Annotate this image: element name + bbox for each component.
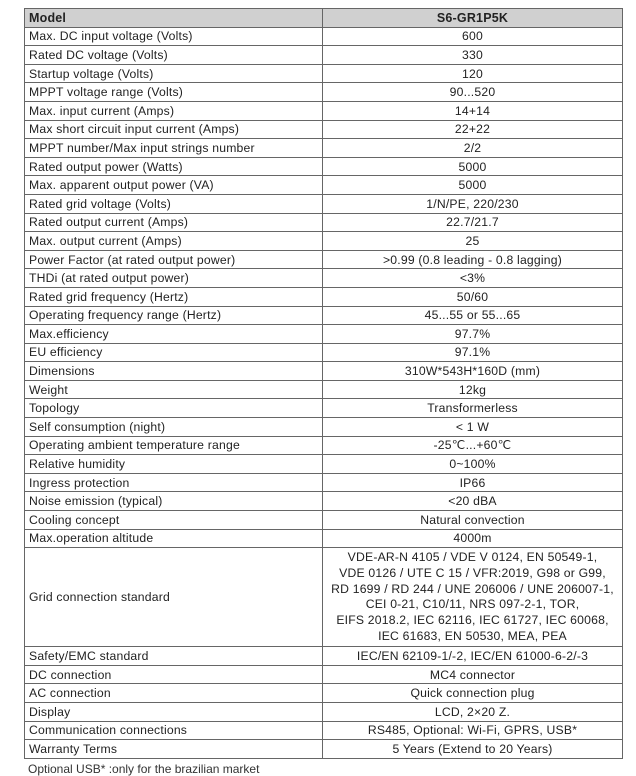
row-label: Max. input current (Amps)	[25, 101, 323, 120]
table-row	[25, 380, 623, 399]
row-value: 45...55 or 55...65	[323, 306, 623, 325]
row-label: DC connection	[25, 665, 323, 684]
row-label: Max. apparent output power (VA)	[25, 176, 323, 195]
row-label: Operating frequency range (Hertz)	[25, 306, 323, 325]
table-row	[25, 232, 623, 251]
row-label: Safety/EMC standard	[25, 647, 323, 666]
table-row	[25, 120, 623, 139]
row-value: 330	[323, 46, 623, 65]
table-row	[25, 139, 623, 158]
table-row	[25, 27, 623, 46]
row-value: Quick connection plug	[323, 684, 623, 703]
row-value: 50/60	[323, 287, 623, 306]
row-value: RS485, Optional: Wi-Fi, GPRS, USB*	[323, 721, 623, 740]
table-row	[25, 157, 623, 176]
row-value: 12kg	[323, 380, 623, 399]
spec-table-body	[25, 9, 623, 759]
row-label: THDi (at rated output power)	[25, 269, 323, 288]
grid-standard-label: Grid connection standard	[25, 548, 323, 647]
row-label: Ingress protection	[25, 473, 323, 492]
row-value: -25℃...+60℃	[323, 436, 623, 455]
row-label: Communication connections	[25, 721, 323, 740]
table-row	[25, 101, 623, 120]
header-model: S6-GR1P5K	[323, 9, 623, 28]
table-row	[25, 492, 623, 511]
table-row	[25, 665, 623, 684]
row-value: Natural convection	[323, 511, 623, 530]
table-row	[25, 647, 623, 666]
grid-standard-line: RD 1699 / RD 244 / UNE 206006 / UNE 206007-1,	[331, 581, 614, 596]
row-value: 4000m	[323, 529, 623, 548]
row-value: IEC/EN 62109-1/-2, IEC/EN 61000-6-2/-3	[323, 647, 623, 666]
row-value: >0.99 (0.8 leading - 0.8 lagging)	[323, 250, 623, 269]
table-row	[25, 418, 623, 437]
row-value: 0~100%	[323, 455, 623, 474]
grid-standard-line: IEC 61683, EN 50530, MEA, PEA	[378, 628, 567, 643]
row-label: Topology	[25, 399, 323, 418]
row-label: Startup voltage (Volts)	[25, 64, 323, 83]
row-value: < 1 W	[323, 418, 623, 437]
row-value: 97.1%	[323, 343, 623, 362]
row-label: Max.efficiency	[25, 325, 323, 344]
table-row	[25, 194, 623, 213]
table-row	[25, 473, 623, 492]
table-row	[25, 176, 623, 195]
row-value: 5000	[323, 176, 623, 195]
table-row	[25, 362, 623, 381]
row-label: Weight	[25, 380, 323, 399]
grid-standard-row	[25, 548, 623, 647]
row-value: 2/2	[323, 139, 623, 158]
table-row	[25, 64, 623, 83]
row-value: <3%	[323, 269, 623, 288]
row-label: EU efficiency	[25, 343, 323, 362]
row-label: Max short circuit input current (Amps)	[25, 120, 323, 139]
row-value: 5000	[323, 157, 623, 176]
table-header-row	[25, 9, 623, 28]
row-label: Rated grid frequency (Hertz)	[25, 287, 323, 306]
row-label: Noise emission (typical)	[25, 492, 323, 511]
row-value: 310W*543H*160D (mm)	[323, 362, 623, 381]
row-value: 22.7/21.7	[323, 213, 623, 232]
row-label: Cooling concept	[25, 511, 323, 530]
row-value: 97.7%	[323, 325, 623, 344]
row-label: Rated output power (Watts)	[25, 157, 323, 176]
table-row	[25, 269, 623, 288]
table-row	[25, 511, 623, 530]
table-row	[25, 529, 623, 548]
row-label: Dimensions	[25, 362, 323, 381]
row-label: Warranty Terms	[25, 740, 323, 759]
table-row	[25, 436, 623, 455]
row-value: <20 dBA	[323, 492, 623, 511]
table-row	[25, 306, 623, 325]
table-row	[25, 684, 623, 703]
table-row	[25, 740, 623, 759]
row-label: AC connection	[25, 684, 323, 703]
table-row	[25, 250, 623, 269]
row-label: Operating ambient temperature range	[25, 436, 323, 455]
row-value: LCD, 2×20 Z.	[323, 703, 623, 722]
row-value: 5 Years (Extend to 20 Years)	[323, 740, 623, 759]
row-label: Rated grid voltage (Volts)	[25, 194, 323, 213]
table-row	[25, 83, 623, 102]
table-row	[25, 455, 623, 474]
grid-standard-line: CEI 0-21, C10/11, NRS 097-2-1, TOR,	[365, 597, 580, 612]
row-label: Relative humidity	[25, 455, 323, 474]
grid-standard-line: VDE-AR-N 4105 / VDE V 0124, EN 50549-1,	[347, 550, 598, 565]
row-value: 600	[323, 27, 623, 46]
row-value: 25	[323, 232, 623, 251]
table-row	[25, 325, 623, 344]
row-label: Max. output current (Amps)	[25, 232, 323, 251]
row-label: Max.operation altitude	[25, 529, 323, 548]
grid-standard-line: VDE 0126 / UTE C 15 / VFR:2019, G98 or G99,	[339, 565, 606, 580]
grid-standard-value	[323, 548, 623, 647]
table-row	[25, 721, 623, 740]
row-label: Rated output current (Amps)	[25, 213, 323, 232]
row-label: Power Factor (at rated output power)	[25, 250, 323, 269]
row-label: MPPT voltage range (Volts)	[25, 83, 323, 102]
row-value: IP66	[323, 473, 623, 492]
row-value: Transformerless	[323, 399, 623, 418]
row-value: 14+14	[323, 101, 623, 120]
row-label: Rated DC voltage (Volts)	[25, 46, 323, 65]
row-value: 1/N/PE, 220/230	[323, 194, 623, 213]
row-value: 120	[323, 64, 623, 83]
footnote: Optional USB* :only for the brazilian market	[28, 762, 260, 776]
row-label: Self consumption (night)	[25, 418, 323, 437]
row-label: Max. DC input voltage (Volts)	[25, 27, 323, 46]
table-row	[25, 399, 623, 418]
spec-table	[24, 8, 623, 759]
grid-standard-line: EIFS 2018.2, IEC 62116, IEC 61727, IEC 60068,	[336, 612, 609, 627]
header-label: Model	[25, 9, 323, 28]
row-value: 90...520	[323, 83, 623, 102]
row-label: Display	[25, 703, 323, 722]
row-label: MPPT number/Max input strings number	[25, 139, 323, 158]
table-row	[25, 46, 623, 65]
table-row	[25, 287, 623, 306]
table-row	[25, 343, 623, 362]
table-row	[25, 703, 623, 722]
row-value: MC4 connector	[323, 665, 623, 684]
table-row	[25, 213, 623, 232]
row-value: 22+22	[323, 120, 623, 139]
